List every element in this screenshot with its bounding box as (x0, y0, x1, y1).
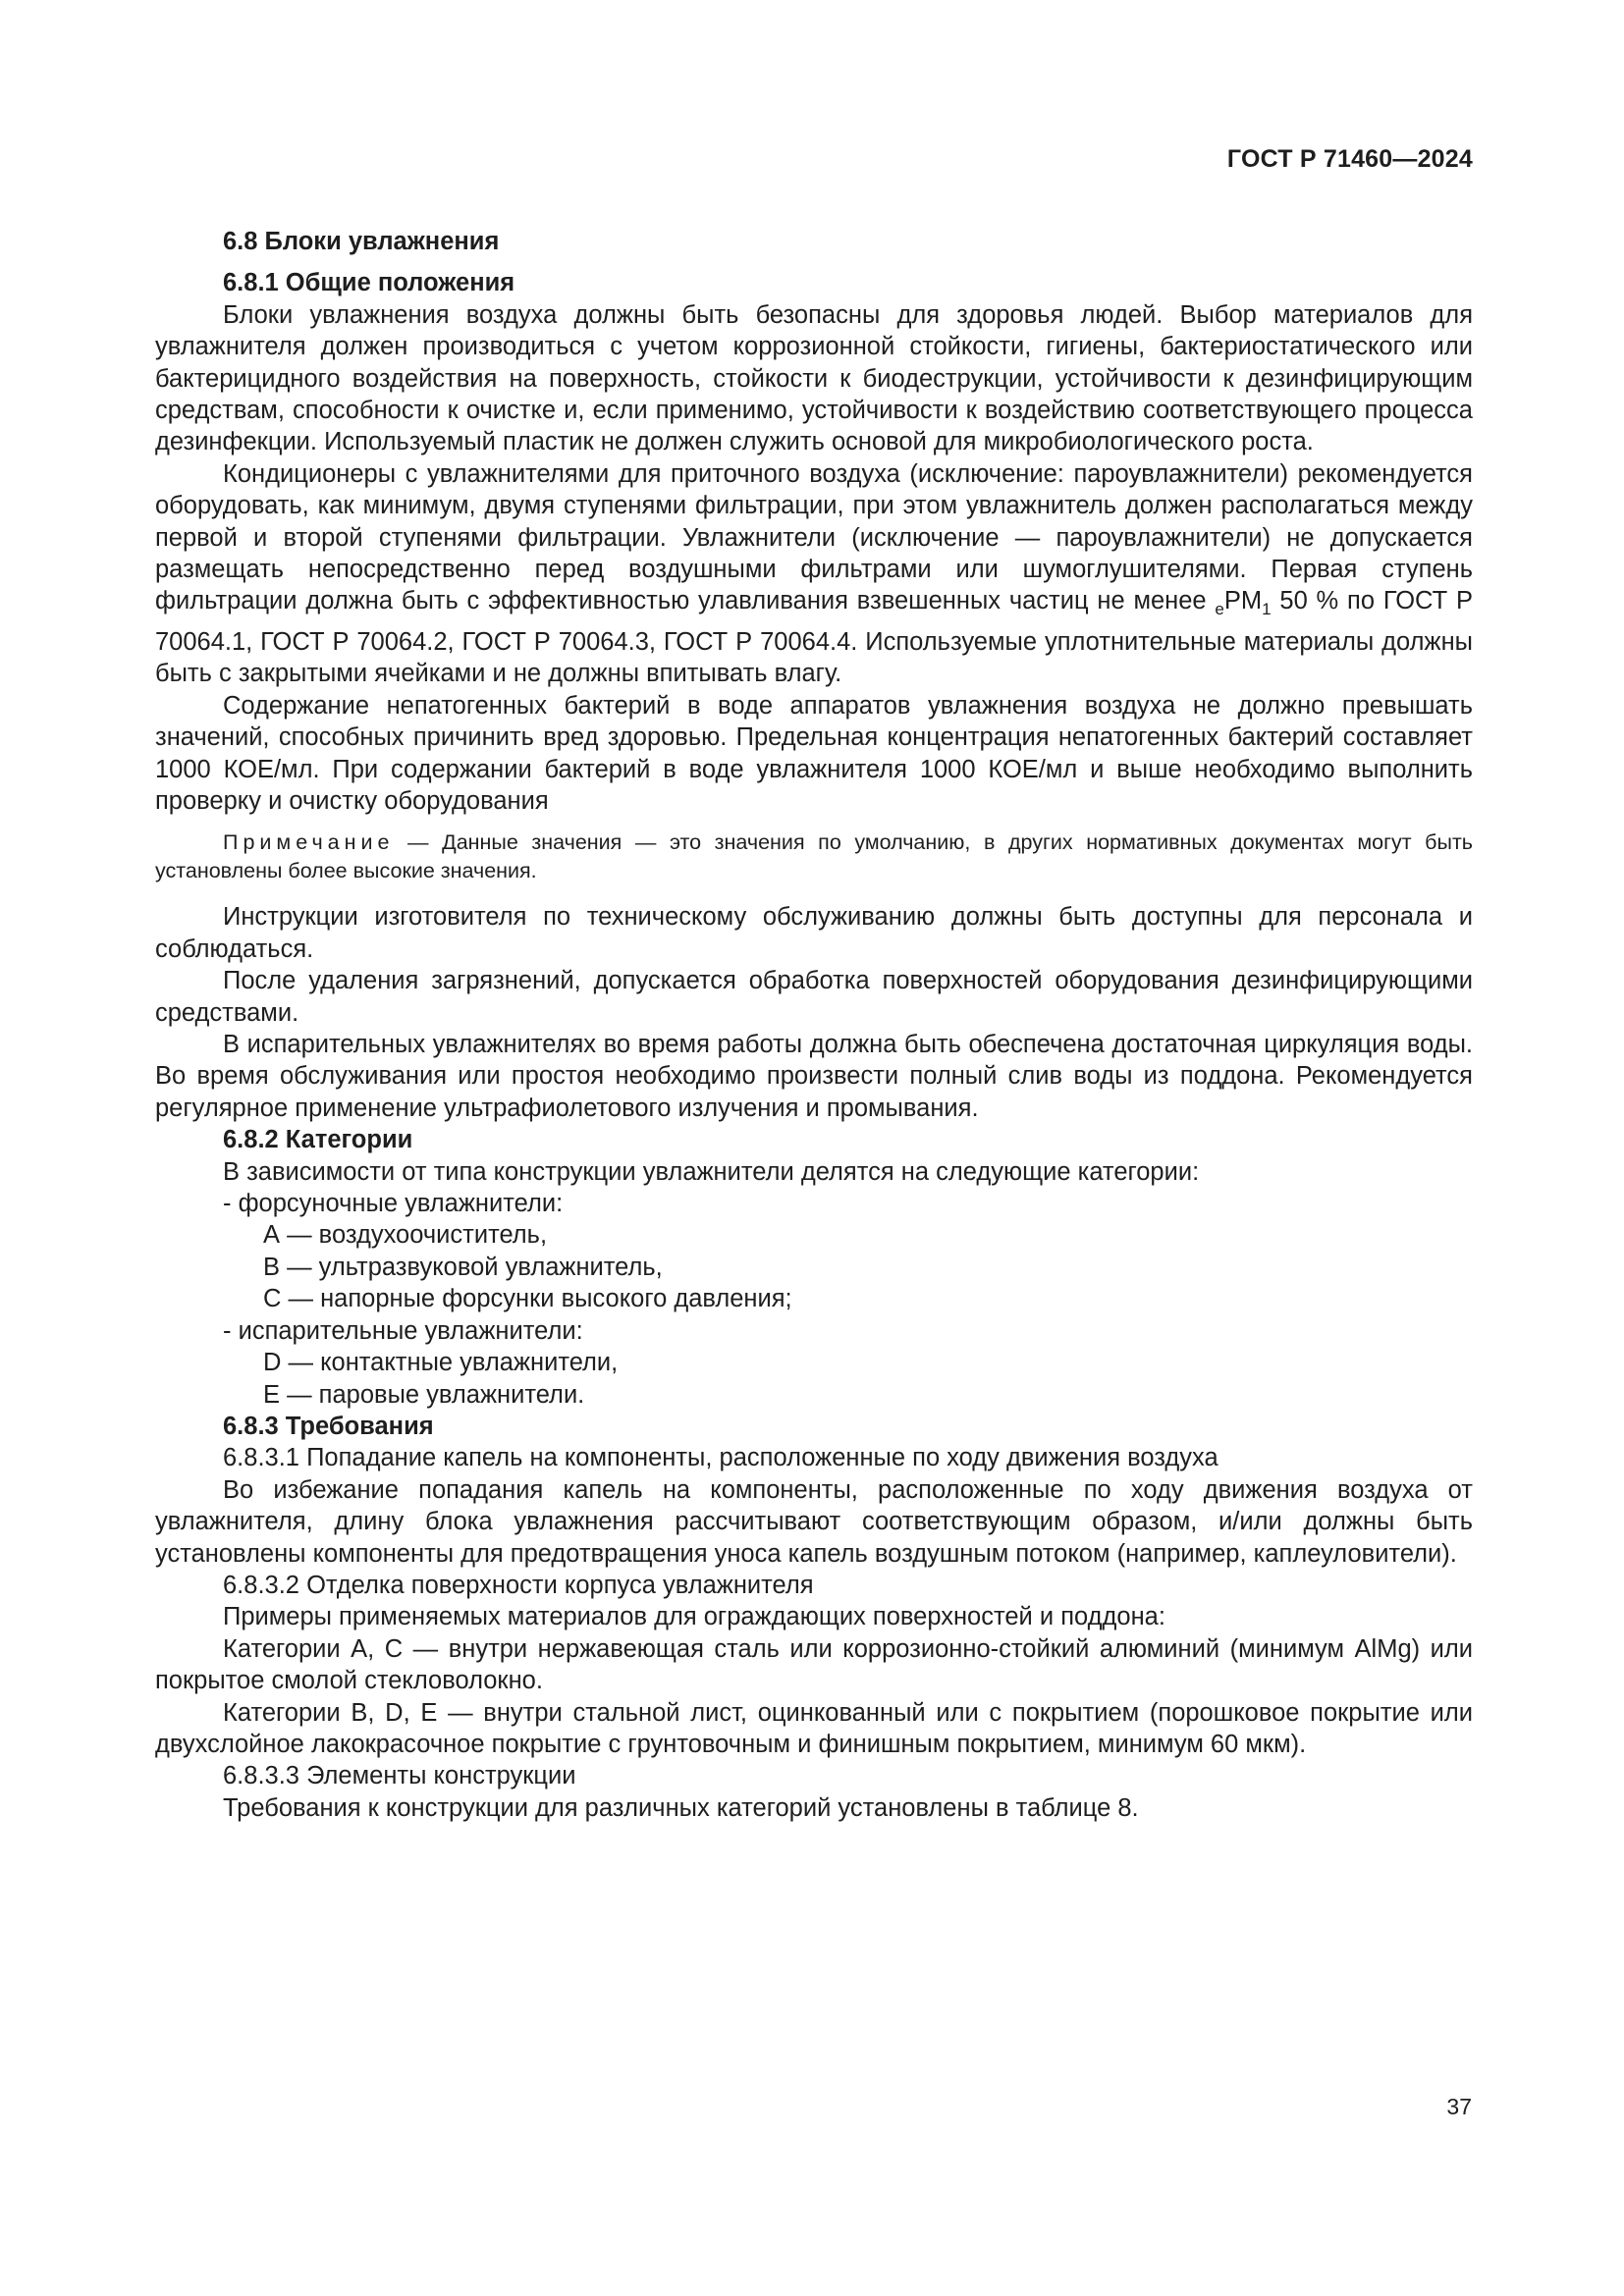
list-item: А — воздухоочиститель, (263, 1221, 548, 1250)
paragraph: Во избежание попадания капель на компоненты, расположенные по ходу движения воздуха от увлажнителя, длину блока увлажнения рассчитывают соответствующим образом, и/или должны быть установлены компоненты для предотвращения уноса капель воздушным потоком (например, каплеуловители). (155, 1475, 1473, 1568)
list-item: Е — паровые увлажнители. (263, 1380, 585, 1409)
paragraph-filtration (155, 458, 1473, 690)
paragraph: Категории А, С — внутри нержавеющая сталь или коррозионно-стойкий алюминий (минимум AlMg) или покрытое смолой стекловолокно. (155, 1634, 1473, 1695)
section-6-8-title: 6.8 Блоки увлажнения (223, 228, 500, 255)
note (155, 828, 1473, 885)
subscript-1: 1 (1262, 600, 1272, 619)
list-group-header: - испарительные увлажнители: (223, 1316, 583, 1345)
section-6-8-2-title: 6.8.2 Категории (223, 1126, 413, 1154)
subscript-e: e (1215, 600, 1224, 619)
paragraph: В зависимости от типа конструкции увлажнители делятся на следующие категории: (223, 1157, 1200, 1186)
list-item: С — напорные форсунки высокого давления; (263, 1285, 792, 1313)
document-id-header: ГОСТ Р 71460—2024 (1226, 145, 1473, 173)
document-body (155, 226, 1473, 1824)
paragraph: Категории В, D, Е — внутри стальной лист, оцинкованный или с покрытием (порошковое покрытие или двухслойное лакокрасочное покрытие с грунтовочным и финишным покрытием, минимум 60 мкм). (155, 1698, 1473, 1758)
subsection-6-8-3-1-title: 6.8.3.1 Попадание капель на компоненты, расположенные по ходу движения воздуха (223, 1444, 1218, 1472)
section-6-8-1-title: 6.8.1 Общие положения (223, 269, 515, 297)
paragraph: Инструкции изготовителя по техническому обслуживанию должны быть доступны для персонала и соблюдаться. (155, 903, 1473, 963)
paragraph: Примеры применяемых материалов для ограждающих поверхностей и поддона: (223, 1603, 1165, 1631)
text-run: 50 % по ГОСТ Р 70064.1, ГОСТ Р 70064.2, ГОСТ Р 70064.3, ГОСТ Р 70064.4. Используемые уплотнительные материалы должны быть с закрытыми ячейками и не должны впитывать влагу. (155, 587, 1473, 688)
list-group-header: - форсуночные увлажнители: (223, 1190, 564, 1218)
text-run: PM (1223, 587, 1263, 615)
paragraph: Содержание непатогенных бактерий в воде аппаратов увлажнения воздуха не должно превышать значений, способных причинить вред здоровью. Предельная концентрация непатогенных бактерий составляет 1000 КОЕ/мл. При содержании бактерий в воде увлажнителя 1000 КОЕ/мл и выше необходимо выполнить проверку и очистку оборудования (155, 691, 1473, 815)
list-item: D — контактные увлажнители, (263, 1349, 619, 1377)
page-number: 37 (1446, 2094, 1472, 2119)
paragraph: Блоки увлажнения воздуха должны быть безопасны для здоровья людей. Выбор материалов для увлажнителя должен производиться с учетом коррозионной стойкости, гигиены, бактериостатического или бактерицидного воздействия на поверхность, стойкости к биодеструкции, устойчивости к дезинфицирующим средствам, способности к очистке и, если применимо, устойчивости к воздействию соответствующего процесса дезинфекции. Используемый пластик не должен служить основой для микробиологического роста. (155, 300, 1473, 456)
list-item: В — ультразвуковой увлажнитель, (263, 1253, 663, 1281)
note-text: — Данные значения — это значения по умолчанию, в других нормативных документах могут быть установлены более высокие значения. (155, 830, 1473, 883)
note-label: Примечание (223, 830, 395, 855)
paragraph: В испарительных увлажнителях во время работы должна быть обеспечена достаточная циркуляция воды. Во время обслуживания или простоя необходимо произвести полный слив воды из поддона. Рекомендуется регулярное применение ультрафиолетового излучения и промывания. (155, 1031, 1473, 1122)
section-6-8-3-title: 6.8.3 Требования (223, 1412, 434, 1440)
subsection-6-8-3-2-title: 6.8.3.2 Отделка поверхности корпуса увлажнителя (223, 1571, 814, 1599)
paragraph: После удаления загрязнений, допускается обработка поверхностей оборудования дезинфицирующими средствами. (155, 967, 1473, 1027)
paragraph: Требования к конструкции для различных категорий установлены в таблице 8. (223, 1793, 1139, 1822)
text-run: Кондиционеры с увлажнителями для приточного воздуха (исключение: пароувлажнители) рекомендуется оборудовать, как минимум, двумя ступенями фильтрации, при этом увлажнитель должен располагаться между первой и второй ступенями фильтрации. Увлажнители (исключение — пароувлажнители) не допускается размещать непосредственно перед воздушными фильтрами или шумоглушителями. Первая ступень фильтрации должна быть с эффективностью улавливания взвешенных частиц не менее (155, 459, 1473, 615)
subsection-6-8-3-3-title: 6.8.3.3 Элементы конструкции (223, 1762, 576, 1790)
